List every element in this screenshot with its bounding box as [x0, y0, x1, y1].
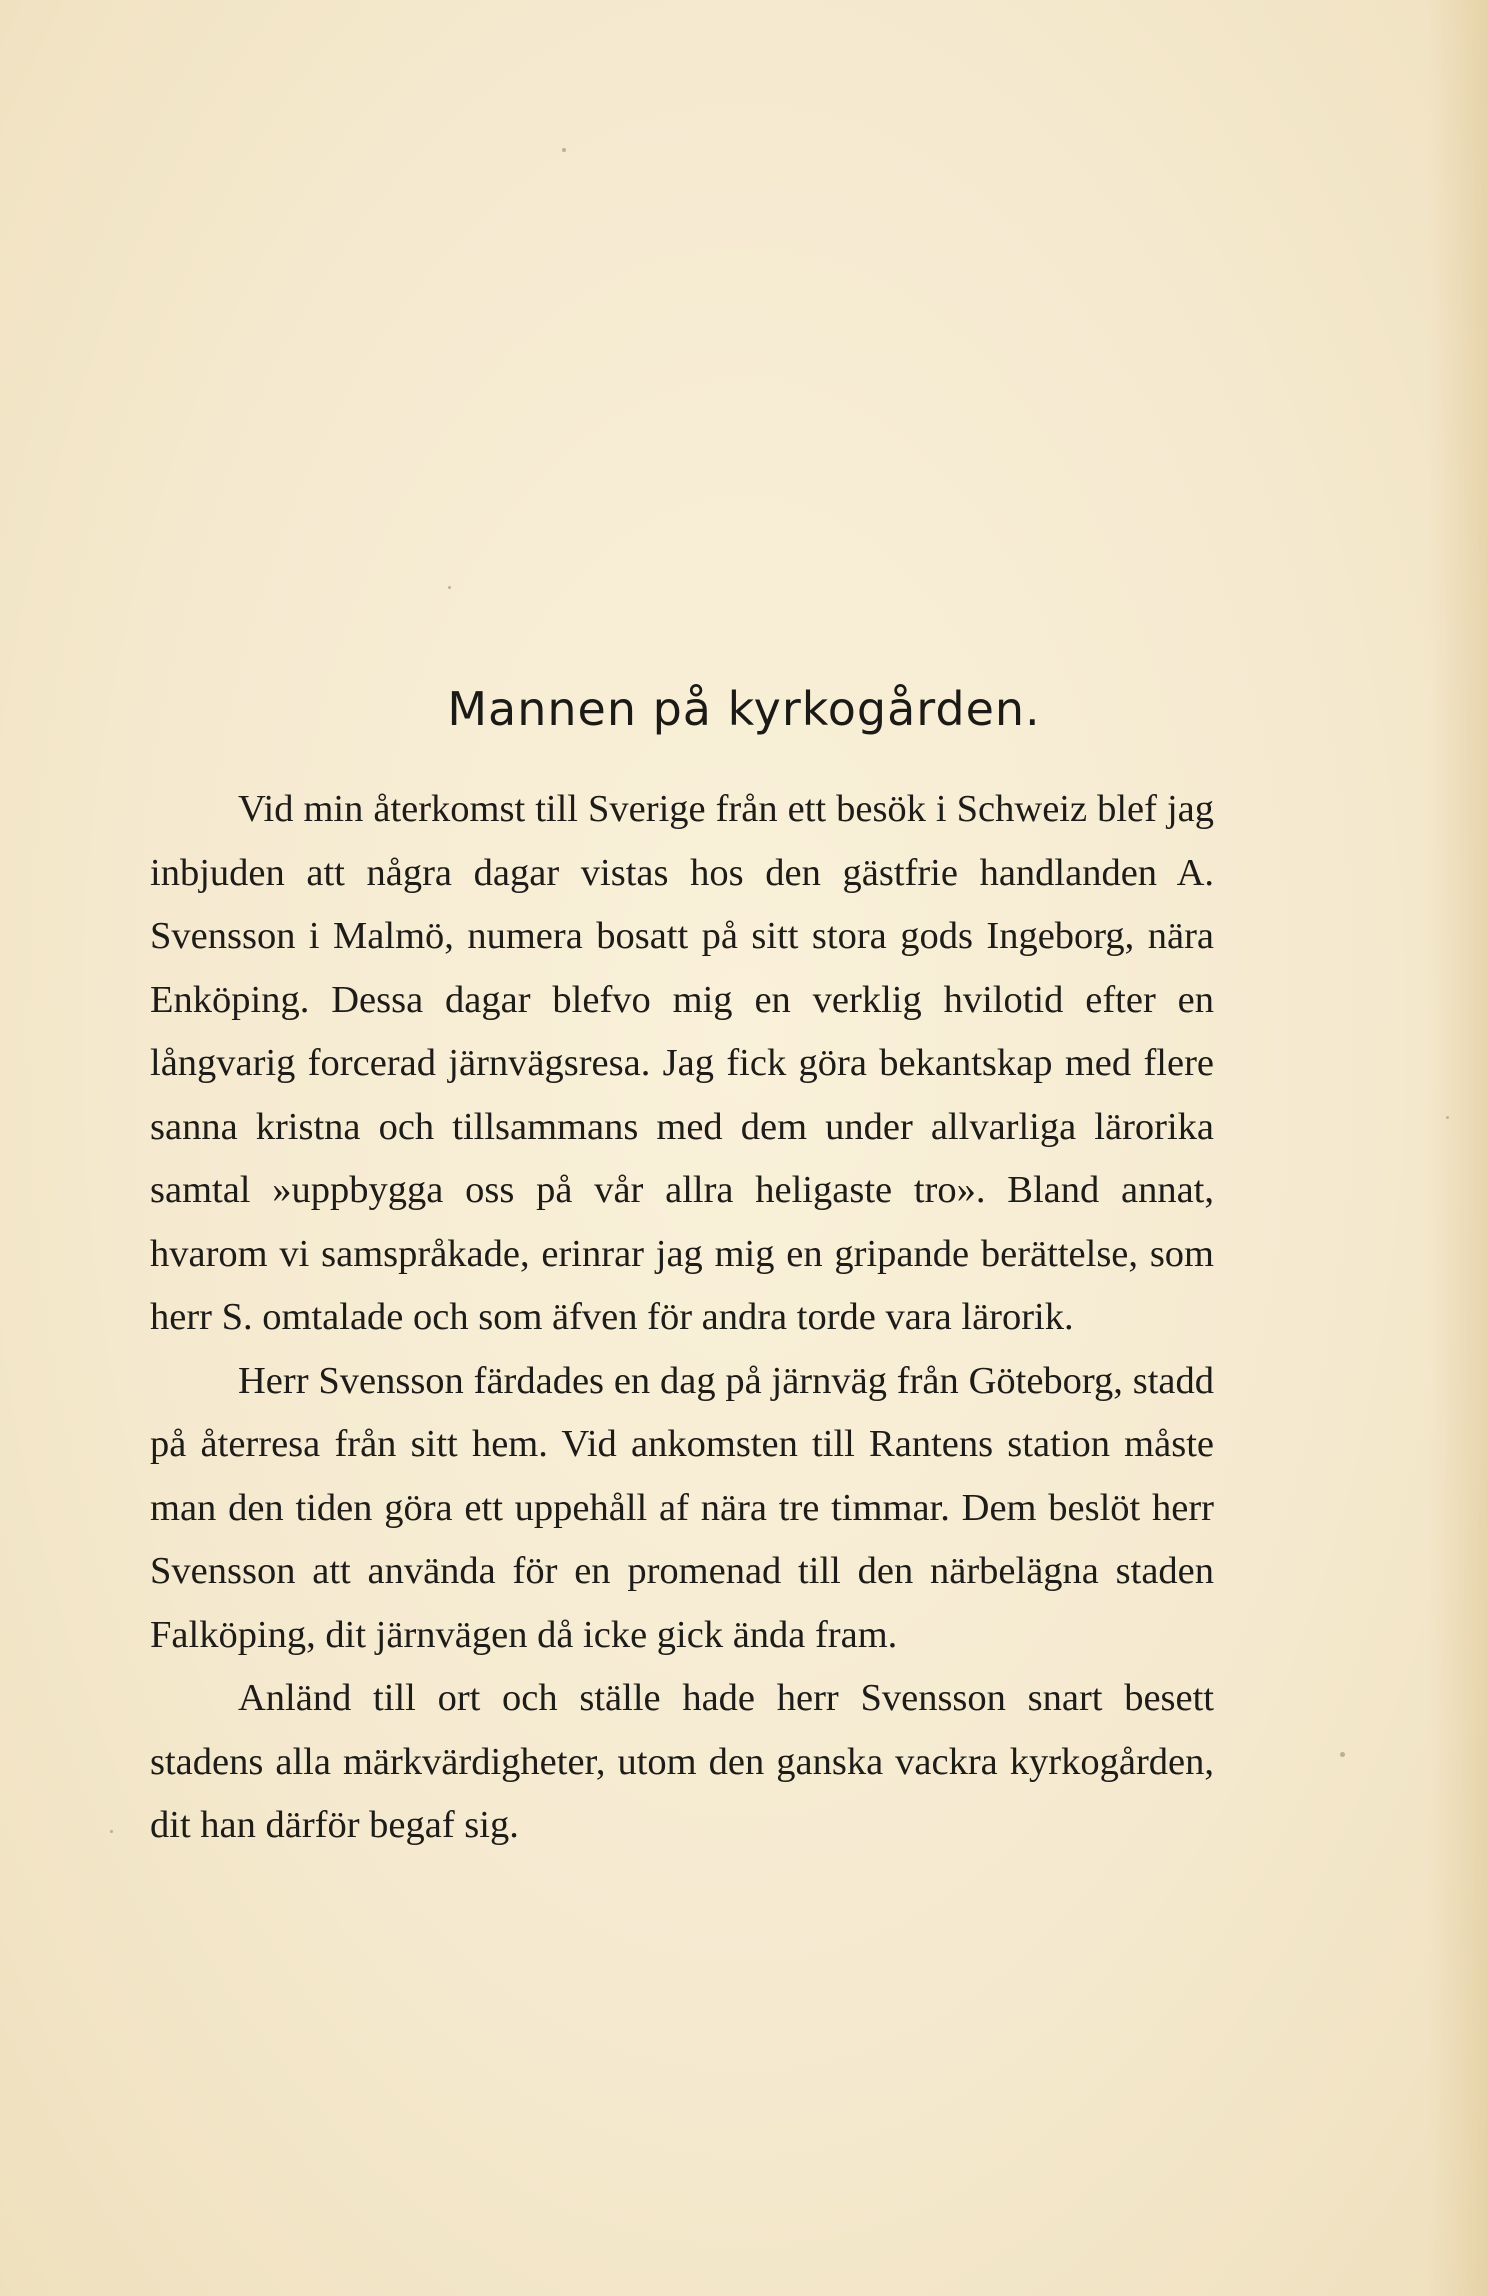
page-title: Mannen på kyrkogården. — [447, 682, 1041, 736]
paragraph: Anländ till ort och ställe hade herr Svensson snart besett stadens alla märkvärdigheter, utom den ganska vackra kyrkogården, dit han därför begaf sig. — [150, 1677, 1214, 1846]
paragraph: Vid min återkomst till Sverige från ett besök i Schweiz blef jag inbjuden att några dagar vistas hos den gästfrie handlanden A. Svensson i Malmö, numera bosatt på sitt stora gods Ingeborg, nära Enköping. Dessa dagar blefvo mig en verklig hvilotid efter en långvarig forcerad järnvägsresa. Jag fick göra bekantskap med flere sanna kristna och tillsammans med dem under allvarliga lärorika samtal »uppbygga oss på vår allra heligaste tro». Bland annat, hvarom vi samspråkade, erinrar jag mig en gripande berättelse, som herr S. omtalade och som äfven för andra torde vara lärorik. — [150, 788, 1214, 1338]
paper-speck — [562, 148, 566, 152]
paragraph: Herr Svensson färdades en dag på järnväg från Göteborg, stadd på återresa från sitt hem. Vid ankomsten till Rantens station måste man den tiden göra ett uppehåll af nära tre timmar. Dem beslöt herr Svensson att använda för en promenad till den närbelägna staden Falköping, dit järnvägen då icke gick ända fram. — [150, 1359, 1214, 1656]
paper-speck — [448, 586, 451, 589]
paper-speck — [110, 1830, 113, 1833]
body-text — [150, 778, 1214, 1858]
paper-speck — [1446, 1116, 1449, 1119]
paper-speck — [1340, 1752, 1345, 1757]
